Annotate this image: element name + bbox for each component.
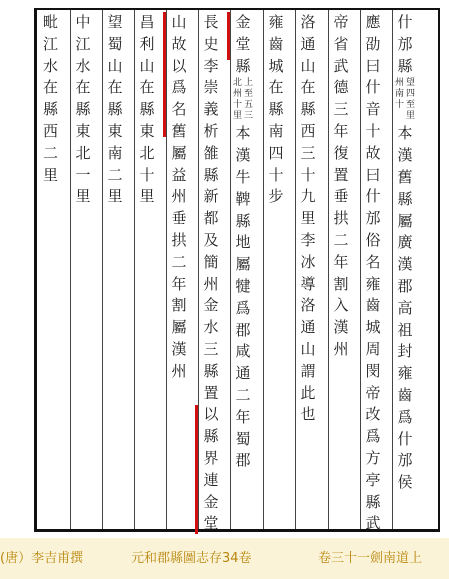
column-char: 此 (300, 383, 316, 402)
column-char: 及 (203, 230, 219, 249)
column-char: 江 (42, 34, 58, 53)
column-char: 置 (203, 383, 219, 402)
column-char: 以 (203, 405, 219, 424)
column-char: 縣 (365, 492, 381, 511)
column-char: 山 (300, 339, 316, 358)
column-char: 簡 (203, 252, 219, 271)
column-char: 二 (171, 252, 187, 271)
column-char: 十 (139, 165, 155, 184)
column-char: 也 (300, 405, 316, 424)
column-char: 山 (107, 56, 123, 75)
column-char: 鞞 (235, 189, 251, 208)
text-page (34, 8, 440, 532)
column-char: 南 (268, 121, 284, 140)
column-char: 拱 (333, 209, 349, 228)
column-char: 蜀 (235, 429, 251, 448)
column-char: 雒 (203, 143, 219, 162)
column-char: 州 (333, 339, 349, 358)
column-char: 通 (300, 34, 316, 53)
column-char: 洛 (300, 13, 316, 31)
column-char: 堂 (235, 34, 251, 53)
column-char: 高 (397, 298, 413, 317)
column-char: 金 (235, 13, 251, 31)
column-char: 昌 (139, 13, 155, 31)
column-char: 閔 (365, 361, 381, 380)
column-char: 牛 (235, 167, 251, 186)
column-char: 屬 (171, 143, 187, 162)
highlight-line-jintang (227, 12, 230, 60)
column-char: 德 (333, 78, 349, 97)
column-char: 屬 (397, 211, 413, 230)
column-char: 山 (171, 13, 187, 31)
column-char: 爲 (397, 407, 413, 426)
column-char: 西 (42, 121, 58, 140)
column-char: 東 (75, 121, 91, 140)
column-char: 蜀 (107, 34, 123, 53)
annotation-char: 十 (394, 100, 404, 111)
column-char: 故 (365, 143, 381, 162)
caption-book: 元和郡縣圖志存34卷 (131, 551, 252, 566)
column-char: 周 (365, 339, 381, 358)
column-char: 李 (300, 230, 316, 249)
column-char: 爲 (235, 298, 251, 317)
column-char: 二 (107, 165, 123, 184)
column-char: 堂 (203, 514, 219, 533)
annotation-char: 至 (243, 89, 253, 100)
annotation-char: 五 (243, 100, 253, 111)
column-char: 中 (75, 13, 91, 31)
column-char: 縣 (203, 165, 219, 184)
column-char: 本 (235, 124, 251, 143)
column-char: 謂 (300, 361, 316, 380)
column-char: 導 (300, 274, 316, 293)
column-char: 三 (333, 100, 349, 119)
column-char: 年 (333, 121, 349, 140)
column-char: 在 (42, 78, 58, 97)
annotation-note (232, 78, 254, 122)
column-char: 本 (397, 124, 413, 143)
column-char: 連 (203, 470, 219, 489)
column-char: 在 (300, 78, 316, 97)
column-char: 縣 (235, 211, 251, 230)
column-char: 水 (203, 318, 219, 337)
column-char: 史 (203, 34, 219, 53)
column-char: 以 (171, 56, 187, 75)
column-char: 封 (397, 342, 413, 361)
column-char: 里 (300, 209, 316, 228)
column-char: 十 (300, 165, 316, 184)
column-char: 析 (203, 121, 219, 140)
column-char: 雍 (365, 274, 381, 293)
text-column-3 (328, 10, 353, 529)
column-char: 金 (203, 296, 219, 315)
column-char: 毗 (42, 13, 58, 31)
column-char: 縣 (203, 427, 219, 446)
column-char: 漢 (397, 146, 413, 165)
column-char: 縣 (203, 361, 219, 380)
column-char: 垂 (333, 187, 349, 206)
column-char: 拱 (171, 230, 187, 249)
column-char: 步 (268, 187, 284, 206)
annotation-char: 州 (232, 89, 242, 100)
column-char: 漢 (235, 146, 251, 165)
column-char: 爲 (365, 427, 381, 446)
highlight-line-changli (163, 12, 166, 137)
column-char: 齒 (365, 296, 381, 315)
column-char: 祖 (397, 320, 413, 339)
text-column-2 (360, 10, 385, 533)
text-column-5 (263, 10, 288, 529)
column-char: 十 (268, 165, 284, 184)
column-char: 望 (107, 13, 123, 31)
column-char: 年 (235, 407, 251, 426)
column-char: 四 (268, 143, 284, 162)
column-char: 縣 (397, 189, 413, 208)
text-column-7 (198, 10, 223, 533)
column-char: 在 (107, 78, 123, 97)
column-char: 城 (268, 56, 284, 75)
column-char: 里 (42, 165, 58, 184)
text-column-10 (102, 10, 127, 529)
column-char: 崇 (203, 78, 219, 97)
column-char: 屬 (171, 318, 187, 337)
annotation-char: 至 (405, 100, 415, 111)
caption-author: (唐）李吉甫撰 (0, 551, 84, 566)
column-char: 名 (171, 100, 187, 119)
column-char: 在 (139, 78, 155, 97)
column-char: 縣 (107, 100, 123, 119)
column-char: 在 (268, 78, 284, 97)
text-column-1 (392, 10, 417, 529)
column-char: 山 (139, 56, 155, 75)
column-char: 漢 (397, 255, 413, 274)
text-column-8 (166, 10, 191, 529)
column-char: 改 (365, 405, 381, 424)
column-char: 義 (203, 100, 219, 119)
column-char: 曰 (365, 56, 381, 75)
column-char: 什 (365, 187, 381, 206)
annotation-char: 里 (405, 111, 415, 122)
annotation-char: 里 (232, 111, 242, 122)
column-char: 舊 (397, 167, 413, 186)
column-char: 江 (75, 34, 91, 53)
column-char: 十 (365, 121, 381, 140)
column-char: 亭 (365, 470, 381, 489)
column-char: 音 (365, 100, 381, 119)
column-char: 都 (203, 209, 219, 228)
column-char: 地 (235, 233, 251, 252)
source-caption (0, 538, 449, 579)
column-char: 犍 (235, 276, 251, 295)
column-char: 縣 (75, 100, 91, 119)
column-char: 什 (397, 429, 413, 448)
column-char: 郡 (235, 451, 251, 470)
column-char: 通 (235, 364, 251, 383)
column-char: 置 (333, 165, 349, 184)
column-char: 故 (171, 34, 187, 53)
column-char: 方 (365, 448, 381, 467)
highlight-line-jintang-lower (195, 405, 198, 534)
column-char: 郡 (397, 276, 413, 295)
text-column-12 (38, 10, 63, 529)
column-char: 東 (139, 121, 155, 140)
column-char: 北 (139, 143, 155, 162)
column-char: 舊 (171, 121, 187, 140)
text-column-11 (70, 10, 95, 529)
column-char: 武 (365, 514, 381, 533)
column-char: 水 (75, 56, 91, 75)
column-char: 雍 (397, 364, 413, 383)
column-char: 州 (171, 187, 187, 206)
column-char: 二 (235, 385, 251, 404)
column-char: 冰 (300, 252, 316, 271)
column-char: 省 (333, 34, 349, 53)
column-char: 邡 (397, 34, 413, 53)
column-char: 雍 (268, 13, 284, 31)
column-char: 縣 (397, 56, 413, 75)
column-char: 里 (75, 187, 91, 206)
column-char: 新 (203, 187, 219, 206)
column-char: 州 (171, 361, 187, 380)
column-char: 屬 (235, 255, 251, 274)
annotation-char: 望 (405, 78, 415, 89)
column-char: 郡 (235, 320, 251, 339)
column-char: 洛 (300, 296, 316, 315)
annotation-char: 四 (405, 89, 415, 100)
column-char: 割 (333, 274, 349, 293)
column-char: 里 (139, 187, 155, 206)
column-char: 水 (42, 56, 58, 75)
column-char: 北 (75, 143, 91, 162)
column-char: 州 (203, 274, 219, 293)
annotation-char: 十 (232, 100, 242, 111)
column-char: 在 (75, 78, 91, 97)
column-char: 通 (300, 318, 316, 337)
column-char: 年 (333, 252, 349, 271)
column-char: 縣 (42, 100, 58, 119)
column-char: 割 (171, 296, 187, 315)
column-char: 縣 (139, 100, 155, 119)
column-char: 二 (42, 143, 58, 162)
annotation-char: 北 (232, 78, 242, 89)
column-char: 山 (300, 56, 316, 75)
column-char: 漢 (333, 318, 349, 337)
column-char: 西 (300, 121, 316, 140)
column-char: 縣 (235, 56, 251, 75)
annotation-char: 南 (394, 89, 404, 100)
text-column-9 (134, 10, 159, 529)
column-char: 城 (365, 318, 381, 337)
annotation-char: 州 (394, 78, 404, 89)
column-char: 帝 (365, 383, 381, 402)
column-char: 劭 (365, 34, 381, 53)
column-char: 二 (333, 230, 349, 249)
column-char: 里 (107, 187, 123, 206)
column-char: 什 (365, 78, 381, 97)
column-char: 長 (203, 13, 219, 31)
column-char: 南 (107, 143, 123, 162)
annotation-char: 上 (243, 78, 253, 89)
column-char: 一 (75, 165, 91, 184)
column-char: 入 (333, 296, 349, 315)
column-char: 齒 (397, 385, 413, 404)
column-char: 爲 (171, 78, 187, 97)
column-char: 邡 (397, 451, 413, 470)
column-char: 利 (139, 34, 155, 53)
column-char: 東 (107, 121, 123, 140)
column-char: 俗 (365, 230, 381, 249)
column-char: 三 (203, 339, 219, 358)
column-char: 九 (300, 187, 316, 206)
column-char: 帝 (333, 13, 349, 31)
column-char: 曰 (365, 165, 381, 184)
text-column-4 (295, 10, 320, 529)
column-char: 年 (171, 274, 187, 293)
column-char: 界 (203, 448, 219, 467)
caption-chapter: 卷三十一劍南道上 (318, 551, 423, 566)
column-char: 益 (171, 165, 187, 184)
column-char: 邡 (365, 209, 381, 228)
column-char: 齒 (268, 34, 284, 53)
column-char: 應 (365, 13, 381, 31)
column-char: 咸 (235, 342, 251, 361)
column-char: 垂 (171, 209, 187, 228)
column-char: 什 (397, 13, 413, 31)
annotation-char: 三 (243, 111, 253, 122)
column-char: 三 (300, 143, 316, 162)
column-char: 金 (203, 492, 219, 511)
column-char: 武 (333, 56, 349, 75)
column-char: 廣 (397, 233, 413, 252)
column-char: 縣 (268, 100, 284, 119)
column-char: 名 (365, 252, 381, 271)
annotation-note (394, 78, 416, 122)
column-char: 縣 (300, 100, 316, 119)
column-char: 李 (203, 56, 219, 75)
text-column-6 (230, 10, 255, 529)
column-char: 復 (333, 143, 349, 162)
column-char: 侯 (397, 473, 413, 492)
column-char: 漢 (171, 339, 187, 358)
